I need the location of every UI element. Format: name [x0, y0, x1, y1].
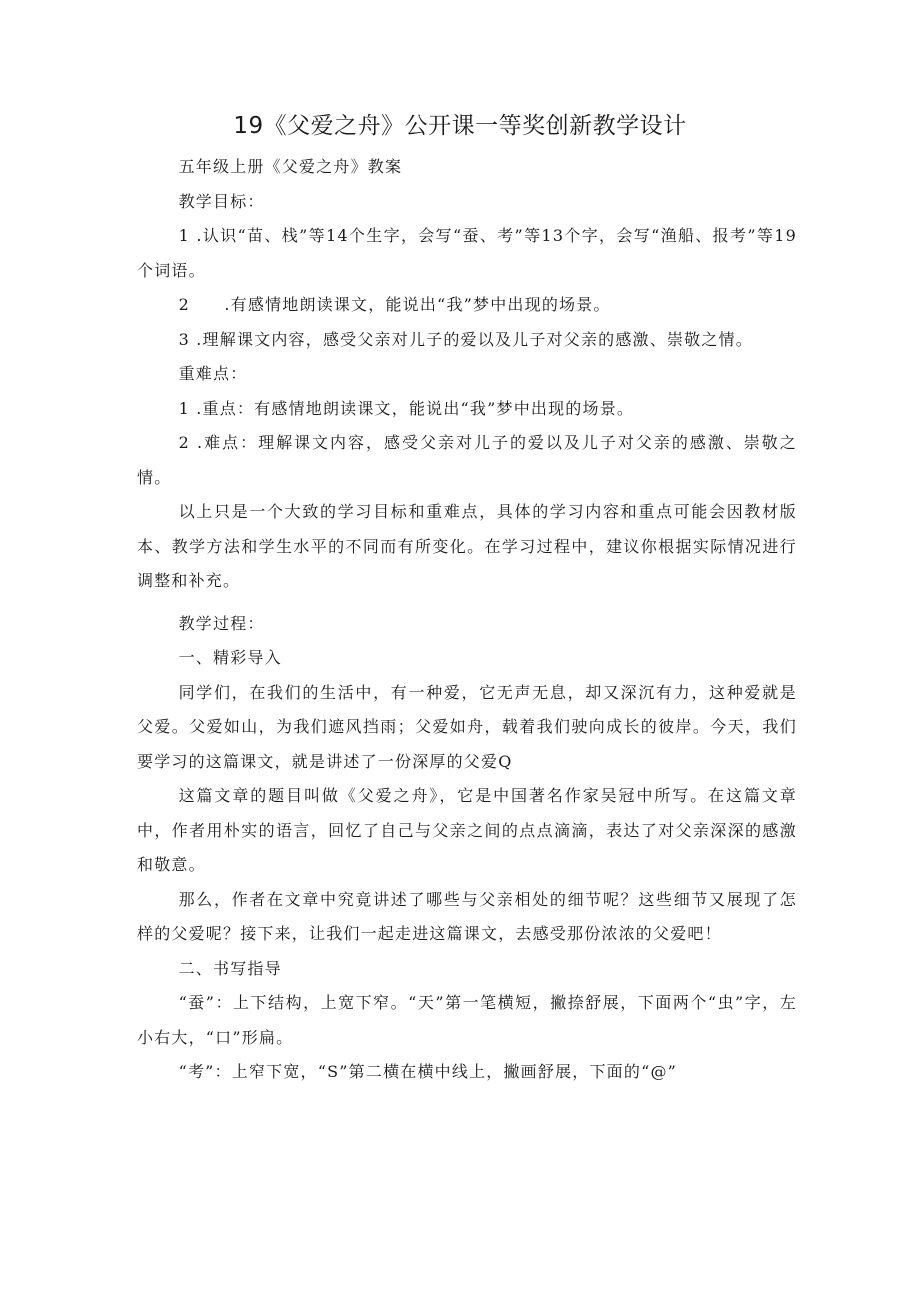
section-heading-objectives: 教学目标：	[178, 191, 265, 211]
writing-guide-kao: “考”：上窄下宽，“S”第二横在横中线上，撇画舒展，下面的“@”	[178, 1062, 678, 1081]
writing-guide-can: “蚕”：上下结构，上宽下窄。“天”第一笔横短，撇捺舒展，下面两个“虫”字，左小右大，“口”形扁。	[137, 993, 797, 1047]
intro-paragraph-1: 同学们，在我们的生活中，有一种爱，它无声无息，却又深沉有力，这种爱就是父爱。父爱如山，为我们遮风挡雨；父爱如舟，载着我们驶向成长的彼岸。今天，我们要学习的这篇课文，就是讲述了一份深厚的父爱Q	[137, 682, 797, 771]
section-heading-key-points: 重难点：	[178, 364, 248, 383]
key-point-item-2: 2 .难点：理解课文内容，感受父亲对儿子的爱以及儿子对父亲的感激、崇敬之情。	[137, 433, 797, 487]
objective-item-3: 3 .理解课文内容，感受父亲对儿子的爱以及儿子对父亲的感激、崇敬之情。	[178, 329, 753, 349]
objective-item-1: 1 .认识“苗、栈”等14个生字，会写“蚕、考”等13个字，会写“渔船、报考”等19个词语。	[137, 226, 797, 280]
summary-paragraph: 以上只是一个大致的学习目标和重难点，具体的学习内容和重点可能会因教材版本、教学方法和学生水平的不同而有所变化。在学习过程中，建议你根据实际情况进行调整和补充。	[137, 502, 797, 590]
intro-paragraph-2: 这篇文章的题目叫做《父爱之舟》，它是中国著名作家吴冠中所写。在这篇文章中，作者用朴实的语言，回忆了自己与父亲之间的点点滴滴，表达了对父亲深深的感激和敬意。	[137, 786, 797, 874]
step-heading-writing: 二、书写指导	[178, 958, 282, 978]
subtitle-line: 五年级上册《父爱之舟》教案	[178, 157, 403, 176]
objective-item-2: 2 .有感情地朗读课文，能说出“我”梦中出现的场景。	[178, 295, 611, 314]
document-title: 19《父爱之舟》公开课一等奖创新教学设计	[233, 113, 687, 139]
key-point-item-1: 1 .重点：有感情地朗读课文，能说出“我”梦中出现的场景。	[178, 398, 635, 418]
step-heading-intro: 一、精彩导入	[178, 648, 282, 667]
section-heading-process: 教学过程：	[178, 613, 265, 633]
paragraph-gap	[137, 599, 797, 607]
intro-paragraph-3: 那么，作者在文章中究竟讲述了哪些与父亲相处的细节呢？这些细节又展现了怎样的父爱呢？接下来，让我们一起走进这篇课文，去感受那份浓浓的父爱吧！	[137, 889, 797, 943]
document-body	[137, 150, 797, 1090]
